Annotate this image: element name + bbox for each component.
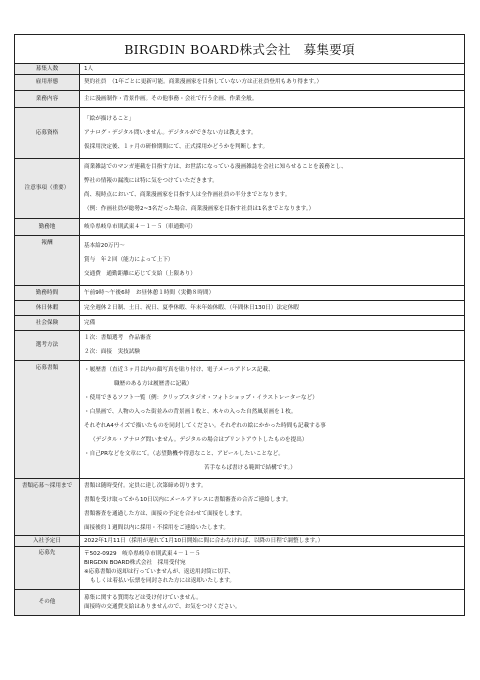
value-job-description: 主に漫画制作・背景作画。その他事務・会社で行う企画、作業全般。 [80, 91, 465, 108]
value-compensation: 基本給20万円〜 賞与 年２回（能力によって上下） 交通費 通勤距離に応じて支給（上限あり） [80, 236, 465, 286]
value-social-insurance: 完備 [80, 316, 465, 331]
label-working-hours: 勤務時間 [15, 286, 80, 301]
value-application-process: 書類は随時受付。定員に達し次第締め切ります。 書類を受け取ってから10日以内にメールアドレスに書類審査の合否ご連絡します。 書類審査を通過した方は、面接の予定を合わせて面接をします。 面接後約１週間以内に採用・不採用をご連絡いたします。 [80, 479, 465, 536]
row-contact [15, 547, 465, 590]
value-working-hours: 午前9時〜午後6時 お昼休憩１時間（実働８時間） [80, 286, 465, 301]
row-application-documents [15, 361, 465, 479]
value-contact: 〒502-0929 岐阜県岐阜市則武東４－１－５ BIRGDIN BOARD株式会社 採用受付宛 ※応募書類の返却は行っていませんが、返送用封筒に切手、 もしくは着払い伝票を同封された方には返却いたします。 [80, 547, 465, 590]
requirements-table [14, 63, 465, 616]
row-working-hours [15, 286, 465, 301]
row-important-notes [15, 159, 465, 219]
value-qualifications: 「絵が描けること」 アナログ・デジタル問いません。デジタルができない方は教えます。 仮採用決定後、１ヶ月の研修期間にて、正式採用かどうかを判断します。 [80, 108, 465, 159]
label-other: その他 [15, 590, 80, 616]
row-compensation [15, 236, 465, 286]
row-start-date [15, 536, 465, 547]
label-holidays: 休日休暇 [15, 301, 80, 316]
row-holidays [15, 301, 465, 316]
label-job-description: 業務内容 [15, 91, 80, 108]
label-start-date: 入社予定日 [15, 536, 80, 547]
row-headcount [15, 64, 465, 75]
label-application-documents: 応募書類 [15, 361, 80, 479]
row-qualifications [15, 108, 465, 159]
label-social-insurance: 社会保険 [15, 316, 80, 331]
recruitment-document [14, 34, 465, 616]
row-job-description [15, 91, 465, 108]
value-application-documents: ・履歴書（直近３ヶ月以内の顔写真を貼り付け、電子メールアドレス記載、 職歴のある方は履歴書に記載） ・使用できるソフト一覧（例：クリップスタジオ・フォトショップ・イラストレーターなど） ・白黒画で、人物の入った街並みの背景画１枚と、木々の入った自然風景画を１枚。 それぞれA4サイズで描いたものを同封してください。それぞれの絵にかかった時間も記載する事 （デジタル・アナログ問いません。デジタルの場合はプリントアウトしたものを提出） ・自己PRなどを文章にて。（志望動機や得意なこと、アピールしたいことなど。 苦手ならば書ける範囲で結構です。） [80, 361, 465, 479]
value-headcount: 1人 [80, 64, 465, 75]
value-other: 募集に関する質問などは受け付けていません。 面接時の交通費支給はありませんので、お気をつけください。 [80, 590, 465, 616]
label-employment-type: 雇用形態 [15, 75, 80, 91]
label-application-process: 書類応募〜採用まで [15, 479, 80, 536]
row-social-insurance [15, 316, 465, 331]
label-selection-method: 選考方法 [15, 331, 80, 361]
document-title: BIRGDIN BOARD株式会社 募集要項 [14, 34, 465, 64]
label-location: 勤務地 [15, 219, 80, 236]
label-qualifications: 応募資格 [15, 108, 80, 159]
label-compensation: 報酬 [15, 236, 80, 286]
label-headcount: 募集人数 [15, 64, 80, 75]
label-contact: 応募先 [15, 547, 80, 590]
value-start-date: 2022年1月11日（採用が遅れて1月10日開始に間に合わなければ、以降の日程で調整します。） [80, 536, 465, 547]
row-location [15, 219, 465, 236]
row-application-process [15, 479, 465, 536]
value-location: 岐阜県岐阜市則武東４－１－５（車通勤可） [80, 219, 465, 236]
value-employment-type: 契約社員 （1年ごとに更新可能。商業漫画家を目指していない方は正社員登用もあり得ます。） [80, 75, 465, 91]
value-holidays: 完全週休２日制、土日、祝日、夏季休暇、年末年始休暇、（年間休日130日）法定休暇 [80, 301, 465, 316]
value-important-notes: 商業雑誌でのマンガ連載を目指す方は、お世話になっている漫画雑誌を会社に知らせることを義務とし、 弊社の情報の漏洩には特に気をつけていただきます。 尚、現時点において、商業漫画家を目指す人は全作画社員の半分までとなります。 （例：作画社員が総勢2~3名だった場合、商業漫画家を目指す社員は1名までとなります。） [80, 159, 465, 219]
value-selection-method: １次：書類選考 作品審査 ２次：面接 実技試験 [80, 331, 465, 361]
row-employment-type [15, 75, 465, 91]
row-selection-method [15, 331, 465, 361]
row-other [15, 590, 465, 616]
label-important-notes: 注意事項（重要） [15, 159, 80, 219]
